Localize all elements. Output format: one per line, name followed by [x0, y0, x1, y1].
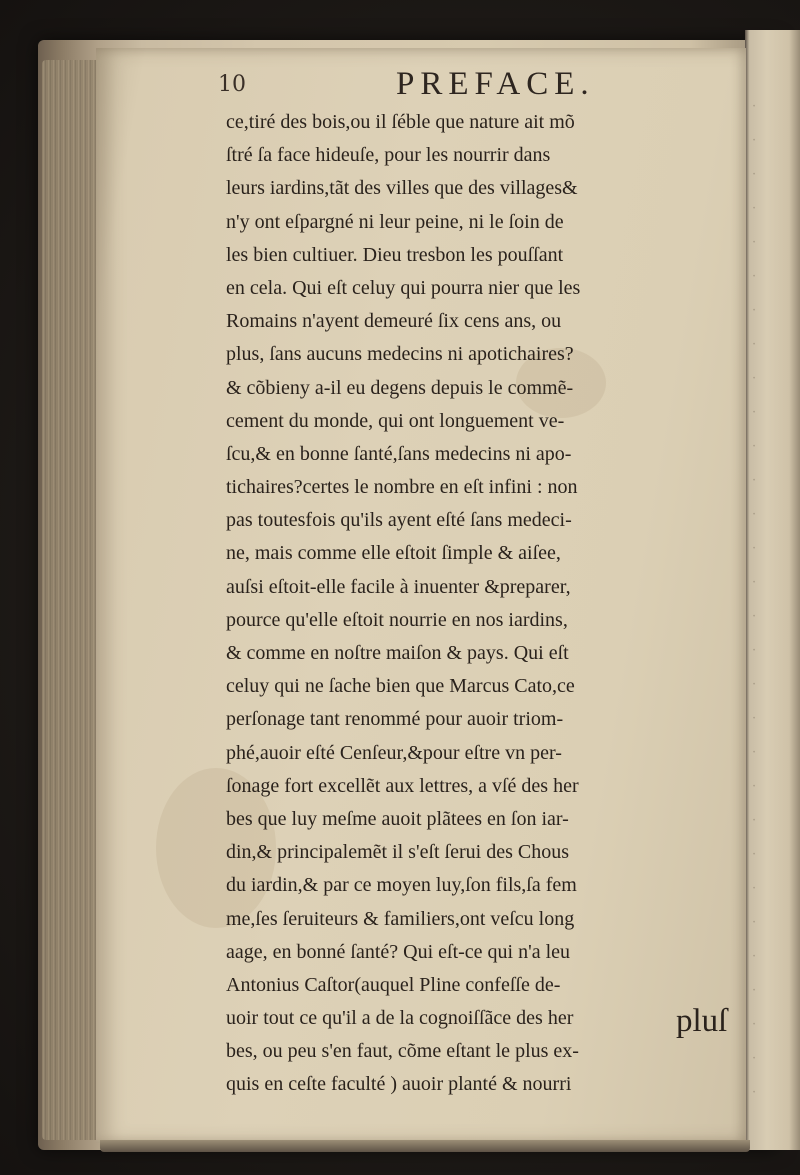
text-line: celuy qui ne ſache bien que Marcus Cato,ce [226, 675, 575, 698]
text-line: & cõbieny a-il eu degens depuis le commẽ- [226, 376, 574, 399]
page-fore-edges [42, 60, 102, 1140]
body-text [226, 106, 746, 1102]
text-line: Antonius Caſtor(auquel Pline confeſſe de- [226, 973, 561, 996]
book-bottom-edge [100, 1140, 750, 1152]
page-header [218, 66, 698, 106]
text-line: quis en ceſte faculté ) auoir planté & nourri [226, 1073, 572, 1096]
text-line: cement du monde, qui ont longuement ve- [226, 409, 565, 432]
text-line: ne, mais comme elle eſtoit ſimple & aiſee, [226, 542, 561, 565]
text-line: uoir tout ce qu'il a de la cognoiſſãce des her [226, 1007, 574, 1030]
text-line: perſonage tant renommé pour auoir triom- [226, 708, 564, 731]
text-line: pas toutesfois qu'ils ayent eſté ſans medeci- [226, 509, 572, 532]
text-line: Romains n'ayent demeuré ſix cens ans, ou [226, 310, 562, 333]
text-line: leurs iardins,tãt des villes que des villages& [226, 177, 578, 200]
text-line: me,ſes ſeruiteurs & familiers,ont veſcu long [226, 907, 575, 930]
text-line: aage, en bonné ſanté? Qui eſt-ce qui n'a leu [226, 940, 571, 963]
catchword: pluſ [676, 1003, 728, 1039]
text-line: bes, ou peu s'en faut, cõme eſtant le plus ex- [226, 1040, 579, 1063]
text-line: n'y ont eſpargné ni leur peine, ni le ſoin de [226, 210, 564, 233]
running-title: PREFACE. [396, 66, 595, 102]
text-line: en cela. Qui eſt celuy qui pourra nier que les [226, 276, 581, 299]
text-line: din,& principalemẽt il s'eſt ſerui des Chous [226, 841, 569, 864]
text-line: ce,tiré des bois,ou il ſéble que nature ait mõ [226, 111, 575, 133]
text-line: du iardin,& par ce moyen luy,ſon fils,ſa fem [226, 874, 577, 897]
text-line: pource qu'elle eſtoit nourrie en nos iardins, [226, 608, 568, 631]
text-line: auſsi eſtoit-elle facile à inuenter &preparer, [226, 575, 571, 598]
text-line: & comme en noſtre maiſon & pays. Qui eſt [226, 642, 569, 664]
text-line: plus, ſans aucuns medecins ni apotichaires? [226, 343, 574, 366]
text-line: ſtré ſa face hideuſe, pour les nourrir dans [226, 144, 551, 167]
facing-page-bleed-through: · · · · · · · · · · · · · · · · · · · · · · · · · · · · · · [752, 99, 757, 1100]
text-line: tichaires?certes le nombre en eſt infini : non [226, 476, 578, 499]
text-line: bes que luy meſme auoit plãtees en ſon iar- [226, 807, 569, 830]
page-number: 10 [218, 72, 246, 97]
text-line: les bien cultiuer. Dieu tresbon les pouſſant [226, 243, 564, 266]
book-page [96, 48, 746, 1143]
text-line: ſcu,& en bonne ſanté,ſans medecins ni apo- [226, 442, 572, 465]
text-line: ſonage fort excellẽt aux lettres, a vſé des her [226, 774, 579, 797]
text-line: phé,auoir eſté Cenſeur,&pour eſtre vn per- [226, 741, 562, 764]
